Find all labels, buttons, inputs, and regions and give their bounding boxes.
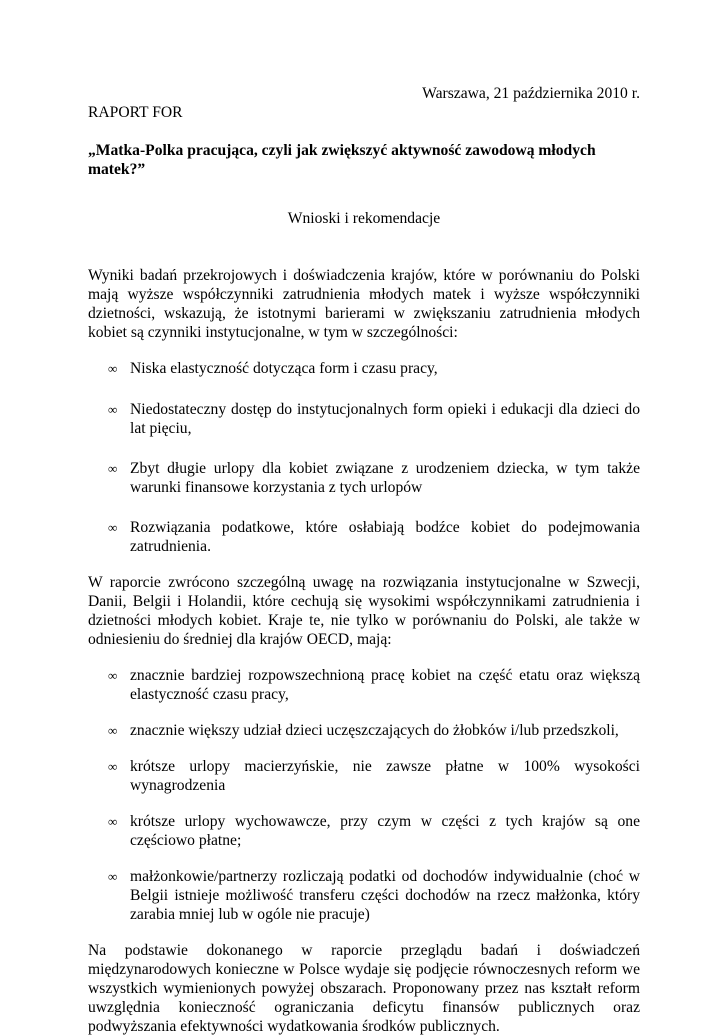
infinity-bullet-icon: ∞	[108, 668, 118, 683]
conclusion-paragraph: Na podstawie dokonanego w raporcie przeglądu badań i doświadczeń międzynarodowych konieczne w Polsce wydaje się podjęcie równoczesnych reform we wszystkich wymienionych powyżej obszarach. Proponowany przez nas kształt reform uwzględnia konieczność ograniczania deficytu finansów publicznych oraz podwyższania efektywności wydatkowania środków publicznych.	[88, 942, 640, 1035]
list-item-text: Niska elastyczność dotycząca form i czasu pracy,	[130, 360, 438, 377]
report-label: RAPORT FOR	[88, 104, 183, 121]
countries-paragraph: W raporcie zwrócono szczególną uwagę na rozwiązania instytucjonalne w Szwecji, Danii, Belgii i Holandii, które cechują się wysokimi współczynnikami zatrudnienia i dzietności młodych kobiet. Kraje te, nie tylko w porównaniu do Polski, ale także w odniesieniu do średniej dla krajów OECD, mają:	[88, 574, 640, 648]
list-item	[88, 757, 640, 795]
list-item-text: znacznie większy udział dzieci uczęszczających do żłobków i/lub przedszkoli,	[130, 722, 619, 739]
document-title: „Matka-Polka pracująca, czyli jak zwiększyć aktywność zawodową młodych matek?”	[88, 142, 596, 178]
infinity-bullet-icon: ∞	[108, 520, 118, 535]
list-item	[88, 867, 640, 924]
list-item-text: Rozwiązania podatkowe, które osłabiają bodźce kobiet do podejmowania zatrudnienia.	[130, 519, 640, 555]
list-item	[88, 518, 640, 556]
document-page	[88, 84, 640, 1036]
infinity-bullet-icon: ∞	[108, 361, 118, 376]
list-item-text: krótsze urlopy wychowawcze, przy czym w części z tych krajów są one częściowo płatne;	[130, 813, 640, 849]
intro-paragraph: Wyniki badań przekrojowych i doświadczenia krajów, które w porównaniu do Polski mają wyższe współczynniki zatrudnienia młodych matek i wyższe współczynniki dzietności, wskazują, że istotnymi barierami w zwiększaniu zatrudnienia młodych kobiet są czynniki instytucjonalne, w tym w szczególności:	[88, 267, 640, 341]
document-date: Warszawa, 21 października 2010 r.	[422, 85, 640, 102]
infinity-bullet-icon: ∞	[108, 759, 118, 774]
list-item	[88, 359, 640, 378]
infinity-bullet-icon: ∞	[108, 402, 118, 417]
list-item	[88, 459, 640, 497]
list-item	[88, 721, 640, 740]
list-item	[88, 812, 640, 850]
infinity-bullet-icon: ∞	[108, 461, 118, 476]
list-item	[88, 400, 640, 438]
list-item-text: Zbyt długie urlopy dla kobiet związane z urodzeniem dziecka, w tym także warunki finansowe korzystania z tych urlopów	[130, 460, 640, 496]
list-item-text: Niedostateczny dostęp do instytucjonalnych form opieki i edukacji dla dzieci do lat pięciu,	[130, 401, 640, 437]
infinity-bullet-icon: ∞	[108, 869, 118, 884]
list-item-text: krótsze urlopy macierzyńskie, nie zawsze płatne w 100% wysokości wynagrodzenia	[130, 758, 640, 794]
document-subtitle: Wnioski i rekomendacje	[287, 210, 441, 227]
list-item	[88, 666, 640, 704]
features-list	[88, 666, 640, 924]
infinity-bullet-icon: ∞	[108, 814, 118, 829]
barriers-list	[88, 359, 640, 556]
list-item-text: znacznie bardziej rozpowszechnioną pracę kobiet na część etatu oraz większą elastyczność czasu pracy,	[130, 667, 640, 703]
infinity-bullet-icon: ∞	[108, 723, 118, 738]
list-item-text: małżonkowie/partnerzy rozliczają podatki od dochodów indywidualnie (choć w Belgii istnieje możliwość transferu części dochodów na rzecz małżonka, który zarabia mniej lub w ogóle nie pracuje)	[130, 868, 640, 923]
